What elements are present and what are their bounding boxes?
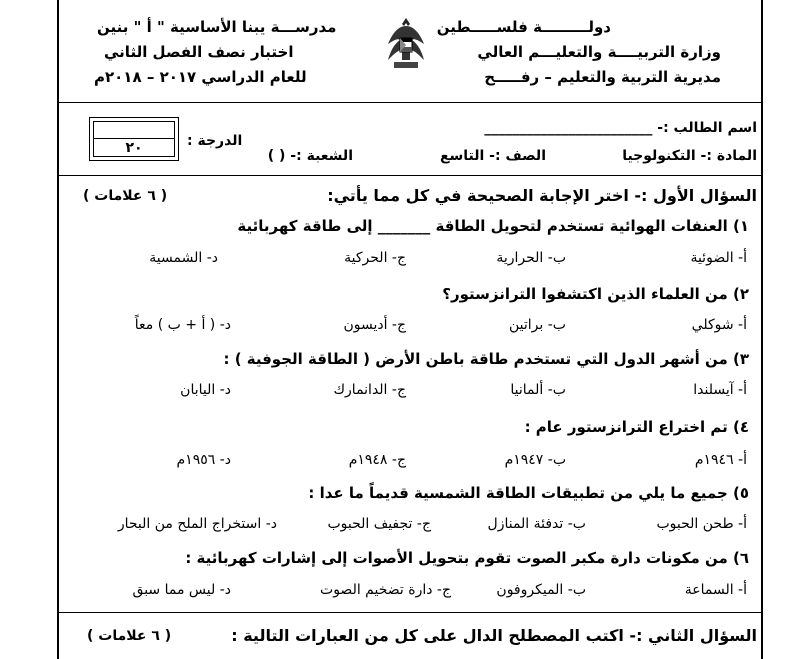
class-label: الصف :- التاسع: [439, 148, 546, 164]
header-state: دولـــــــــة فلســـــطين: [436, 18, 611, 36]
divider: [59, 612, 761, 613]
q2-marks: ( ٦ علامات ): [87, 628, 172, 644]
option-a[interactable]: أ- ١٩٤٦م: [694, 452, 747, 468]
option-d[interactable]: د- ١٩٥٦م: [176, 452, 231, 468]
question-6: ٦) من مكونات دارة مكبر الصوت تقوم بتحويل الأصوات إلى إشارات كهربائية :: [185, 549, 749, 567]
option-c[interactable]: ج- الدانمارك: [333, 382, 406, 398]
subject-label: المادة :- التكنولوجيا: [622, 148, 757, 164]
option-a[interactable]: أ- الضوئية: [690, 250, 747, 266]
divider: [59, 175, 761, 176]
grade-label: الدرجة :: [187, 133, 243, 149]
question-1: ١) العنفات الهوائية تستخدم لتحويل الطاقة _______ إلى طاقة كهربائية: [237, 217, 749, 235]
option-b[interactable]: ب- الميكروفون: [496, 582, 586, 598]
option-d[interactable]: د- ليس مما سبق: [132, 582, 231, 598]
question-5: ٥) جميع ما يلي من تطبيقات الطاقة الشمسية قديماً ما عدا :: [308, 484, 749, 502]
q1-title: السؤال الأول :- اختر الإجابة الصحيحة في كل مما يأتي:: [327, 186, 757, 205]
student-name-field[interactable]: اسم الطالب :- ________________________: [484, 120, 757, 136]
question-4: ٤) تم اختراع الترانزستور عام :: [524, 418, 749, 436]
option-b[interactable]: ب- براتين: [509, 317, 566, 333]
header-exam-title: اختبار نصف الفصل الثاني: [104, 43, 294, 61]
option-b[interactable]: ب- ١٩٤٧م: [504, 452, 566, 468]
option-d[interactable]: د- اليابان: [180, 382, 231, 398]
option-a[interactable]: أ- شوكلي: [691, 317, 747, 333]
option-a[interactable]: أ- آيسلندا: [693, 382, 747, 398]
q1-marks: ( ٦ علامات ): [83, 188, 168, 204]
option-d[interactable]: د- ( أ + ب ) معاً: [134, 317, 231, 333]
option-c[interactable]: ج- الحركية: [344, 250, 406, 266]
section-label: الشعبة :- ( ): [267, 148, 353, 164]
header-year: للعام الدراسي ٢٠١٧ – ٢٠١٨م: [94, 68, 307, 86]
question-3: ٣) من أشهر الدول التي تستخدم طاقة باطن الأرض ( الطاقة الجوفية ) :: [223, 350, 749, 368]
exam-page: [57, 0, 763, 659]
option-d[interactable]: د- استخراج الملح من البحار: [117, 516, 277, 532]
option-a[interactable]: أ- السماعة: [684, 582, 747, 598]
header-ministry: وزارة التربيــــة والتعليـــم العالي: [477, 43, 721, 61]
option-c[interactable]: ج- ١٩٤٨م: [348, 452, 406, 468]
option-a[interactable]: أ- طحن الحبوب: [656, 516, 747, 532]
q2-title: السؤال الثاني :- اكتب المصطلح الدال على كل من العبارات التالية :: [231, 626, 757, 645]
option-b[interactable]: ب- الحرارية: [496, 250, 566, 266]
option-b[interactable]: ب- تدفئة المنازل: [487, 516, 586, 532]
palestine-emblem-icon: [380, 14, 432, 74]
question-2: ٢) من العلماء الذين اكتشفوا الترانزستور؟: [442, 285, 749, 303]
divider: [59, 102, 761, 103]
header-directorate: مديرية التربية والتعليم – رفـــــح: [484, 68, 721, 86]
option-d[interactable]: د- الشمسية: [149, 250, 218, 266]
option-c[interactable]: ج- أديسون: [343, 317, 406, 333]
grade-box: [89, 117, 179, 161]
option-c[interactable]: ج- تجفيف الحبوب: [327, 516, 431, 532]
grade-total: ٢٠: [125, 140, 143, 156]
header-school: مدرســـة يبنا الأساسية " أ " بنين: [97, 18, 337, 36]
option-b[interactable]: ب- ألمانيا: [510, 382, 566, 398]
option-c[interactable]: ج- دارة تضخيم الصوت: [320, 582, 451, 598]
